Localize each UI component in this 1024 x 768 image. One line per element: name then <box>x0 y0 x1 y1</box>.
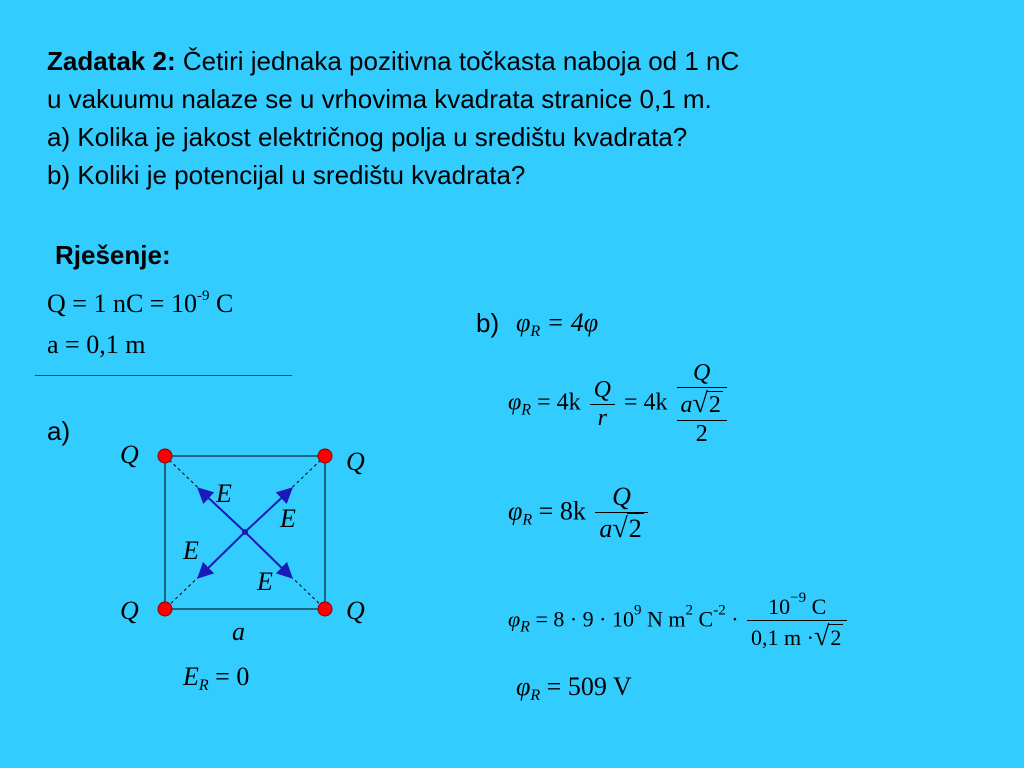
potential-result: $\varphi_R = 509$ V <box>516 672 632 704</box>
square-diagram <box>100 430 390 650</box>
side-label: a <box>232 617 245 646</box>
charge-label-top-right: Q <box>346 447 365 476</box>
field-arrow-bottom-left <box>200 532 245 576</box>
task-statement <box>47 42 987 194</box>
solution-title: Rješenje: <box>55 240 171 270</box>
potential-eq-1: $\varphi_R = 4\varphi$ <box>516 308 599 340</box>
center-point <box>242 529 248 535</box>
task-line-4: b) Koliki je potencijal u središtu kvadrata? <box>47 160 526 190</box>
task-line-1: Četiri jednaka pozitivna točkasta naboja od 1 nC <box>175 46 740 76</box>
field-label-top-left: E <box>216 479 232 508</box>
field-label-bottom-left: E <box>183 536 199 565</box>
charge-label-bottom-right: Q <box>346 596 365 625</box>
charge-label-top-left: Q <box>120 440 139 469</box>
task-line-3: a) Kolika je jakost električnog polja u središtu kvadrata? <box>47 122 688 152</box>
charge-label-bottom-left: Q <box>120 596 139 625</box>
charge-top-right <box>318 449 332 463</box>
divider-line <box>35 375 292 376</box>
field-label-bottom-right: E <box>257 567 273 596</box>
field-label-top-right: E <box>280 504 296 533</box>
potential-eq-4: $\varphi_R = 8 \cdot 9 \cdot 10^9$ N $m^2$ $C^{-2}$ · $\frac{10^{-9} C}{0,1 m \cdot√2}$ <box>508 590 850 653</box>
charge-bottom-right <box>318 602 332 616</box>
potential-eq-3: $\varphi_R = 8k$ $\frac{Q}{a√2}$ <box>508 482 651 545</box>
charge-top-left <box>158 449 172 463</box>
given-charge: Q = 1 nC = $10^{-9}$ C <box>47 288 234 318</box>
field-result: $E_R = 0$ <box>183 662 250 694</box>
given-side: a = 0,1 m <box>47 330 146 359</box>
part-a-label: a) <box>47 416 71 446</box>
task-line-2: u vakuumu nalaze se u vrhovima kvadrata stranice 0,1 m. <box>47 84 712 114</box>
part-b-label: b) <box>476 308 500 338</box>
potential-eq-2: $\varphi_R = 4k$ $\frac{Q}{r}$ = 4k Q a√2 2 <box>508 360 730 448</box>
task-title: Zadatak 2: <box>47 46 176 76</box>
charge-bottom-left <box>158 602 172 616</box>
